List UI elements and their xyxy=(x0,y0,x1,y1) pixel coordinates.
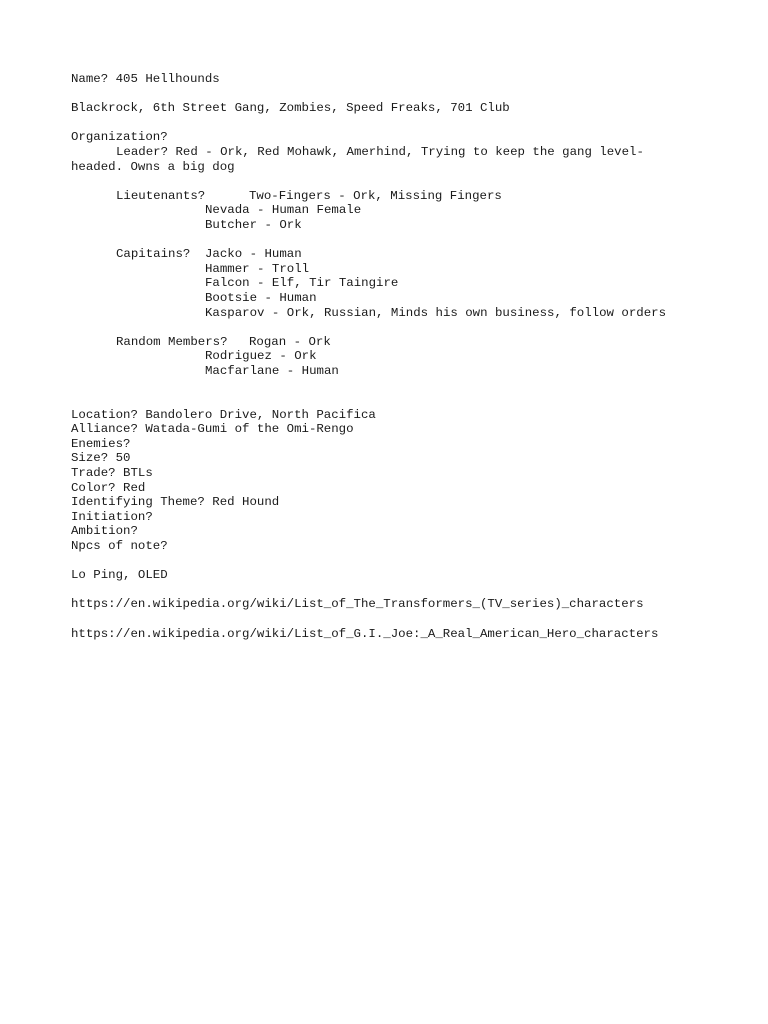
captain-entry: Kasparov - Ork, Russian, Minds his own business, follow orders xyxy=(205,305,667,320)
leader-line-2: headed. Owns a big dog xyxy=(71,159,235,174)
random-member-entry: Rogan - Ork xyxy=(249,334,331,349)
lieutenant-entry: Butcher - Ork xyxy=(205,217,302,232)
captains-label: Capitains? xyxy=(116,247,191,262)
spacer xyxy=(71,583,711,598)
spacer xyxy=(71,320,711,335)
random-members-row xyxy=(71,335,711,350)
field-color: Color? Red xyxy=(71,480,146,495)
lieutenant-entry: Nevada - Human Female xyxy=(205,203,362,218)
spacer xyxy=(71,87,711,102)
npcs-value: Lo Ping, OLED xyxy=(71,568,168,583)
captain-entry: Hammer - Troll xyxy=(205,261,310,276)
field-alliance: Alliance? Watada-Gumi of the Omi-Rengo xyxy=(71,422,354,437)
organization-heading: Organization? xyxy=(71,130,168,145)
spacer xyxy=(71,554,711,569)
spacer xyxy=(71,116,711,131)
related-gangs-line: Blackrock, 6th Street Gang, Zombies, Speed Freaks, 701 Club xyxy=(71,101,510,116)
spacer xyxy=(71,378,711,393)
random-member-entry: Macfarlane - Human xyxy=(205,363,339,378)
lieutenants-row xyxy=(71,189,711,204)
spacer xyxy=(71,174,711,189)
field-size: Size? 50 xyxy=(71,451,131,466)
spacer xyxy=(71,393,711,408)
lieutenant-entry: Two-Fingers - Ork, Missing Fingers xyxy=(249,188,502,203)
document-page xyxy=(71,72,711,641)
field-npcs: Npcs of note? xyxy=(71,539,168,553)
random-member-entry: Rodriguez - Ork xyxy=(205,349,317,364)
captain-entry: Bootsie - Human xyxy=(205,290,317,305)
field-trade: Trade? BTLs xyxy=(71,466,153,481)
captains-row xyxy=(71,247,711,262)
field-location: Location? Bandolero Drive, North Pacifica xyxy=(71,407,376,422)
captain-entry: Falcon - Elf, Tir Taingire xyxy=(205,276,399,291)
lieutenants-label: Lieutenants? xyxy=(116,188,206,203)
field-ambition: Ambition? xyxy=(71,524,138,539)
random-members-label: Random Members? xyxy=(116,334,228,349)
spacer xyxy=(71,233,711,248)
field-initiation: Initiation? xyxy=(71,509,153,524)
field-identifying-theme: Identifying Theme? Red Hound xyxy=(71,495,280,510)
leader-line-1: Leader? Red - Ork, Red Mohawk, Amerhind, Trying to keep the gang level- xyxy=(116,144,644,159)
gijoe-link[interactable]: https://en.wikipedia.org/wiki/List_of_G.I._Joe:_A_Real_American_Hero_characters xyxy=(71,626,659,641)
spacer xyxy=(71,612,711,627)
transformers-link[interactable]: https://en.wikipedia.org/wiki/List_of_The_Transformers_(TV_series)_characters xyxy=(71,597,644,612)
field-enemies: Enemies? xyxy=(71,436,131,451)
captain-entry: Jacko - Human xyxy=(205,247,302,262)
name-line: Name? 405 Hellhounds xyxy=(71,72,220,86)
